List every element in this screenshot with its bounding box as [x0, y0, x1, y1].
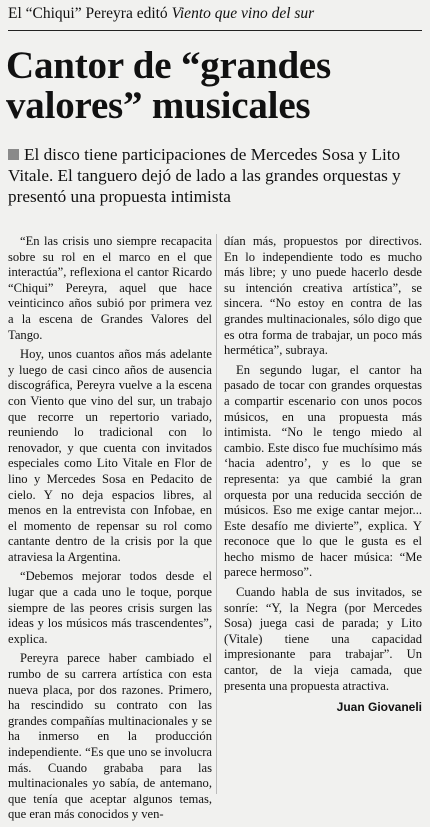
- paragraph: dían más, propuestos por directivos. En lo independiente todo es mucho más libre; y uno puede hacerlo desde su intención creativa artística”, se sincera. “No estoy en contra de las grandes multinacionales, sólo digo que es otra forma de trabajar, un poco más hermética”, subraya.: [224, 234, 422, 358]
- paragraph: Hoy, unos cuantos años más adelante y luego de casi cinco años de ausencia discográfica, Pereyra vuelve a la escena con Viento que vino del sur, un trabajo que recorre un repertorio variado, reuniendo lo tradicional con lo renovador, y que cuenta con invitados especiales como Lito Vitale en Flor de lino y Mercedes Sosa en Pedacito de cielo. Y no deja espacios libres, al menos en la entrevista con Infobae, en el momento de repensar su rol como cantante dentro de la crisis por la que atraviesa la Argentina.: [8, 347, 212, 564]
- paragraph: Pereyra parece haber cambiado el rumbo de su carrera artística con esta nueva placa, por dos razones. Primero, ha rescindido su contrato con las grandes compañías multinacionales y se ha inmerso en la producción independiente. “Es que uno se involucra más. Cuando grababa para las multinacionales yo sabía, de antemano, que tenía que aceptar algunos temas, que eran más conocidos y ven-: [8, 651, 212, 822]
- right-column: [224, 234, 422, 716]
- headline: [6, 46, 426, 126]
- paragraph: En segundo lugar, el cantor ha pasado de tocar con grandes orquestas a compartir escenario con unos pocos músicos, en una propuesta más intimista. “No le tengo miedo al cambio. Este disco fue muchísimo más ‘hacia adentro’, y es lo que se representa: ya que cambié la gran orquesta por una reducida sección de músicos. Eso me exige cantar mejor... Este desafío me divierte”, explica. Y reconoce que lo que le gusta es el hecho mismo de hacer música: “Me parece hermoso”.: [224, 362, 422, 580]
- kicker-album-title: Viento que vino del sur: [171, 5, 315, 22]
- byline: Juan Giovaneli: [336, 700, 422, 715]
- headline-line-1: Cantor de “grandes: [6, 44, 332, 87]
- column-divider: [216, 234, 217, 794]
- deck-text: El disco tiene participaciones de Mercedes Sosa y Lito Vitale. El tanguero dejó de lado a las grandes orquestas y presentó una propuesta intimista: [8, 145, 401, 206]
- top-rule: [8, 30, 422, 31]
- kicker-text: El “Chiqui” Pereyra editó: [8, 5, 168, 22]
- paragraph: “Debemos mejorar todos desde el lugar que a cada uno le toque, porque siempre de las peores crisis surgen las ideas y los músicos más trascendentes”, explica.: [8, 569, 212, 646]
- headline-line-2: valores” musicales: [6, 84, 311, 127]
- kicker: [8, 4, 424, 24]
- paragraph: “En las crisis uno siempre recapacita sobre su rol en el marco en el que interactúa”, reflexiona el cantor Ricardo “Chiqui” Pereyra, aquel que hace veinticinco años subió por primera vez a la escena de Grandes Valores del Tango.: [8, 234, 212, 342]
- paragraph: Cuando habla de sus invitados, se sonríe: “Y, la Negra (por Mercedes Sosa) juega casi de parada; y Lito (Vitale) tiene una capacidad impresionante para trabajar”. Un cantor, de la vieja camada, que presenta una propuesta atractiva.: [224, 585, 422, 693]
- left-column: [8, 234, 212, 827]
- deck: [8, 144, 422, 207]
- square-bullet-icon: [8, 149, 19, 160]
